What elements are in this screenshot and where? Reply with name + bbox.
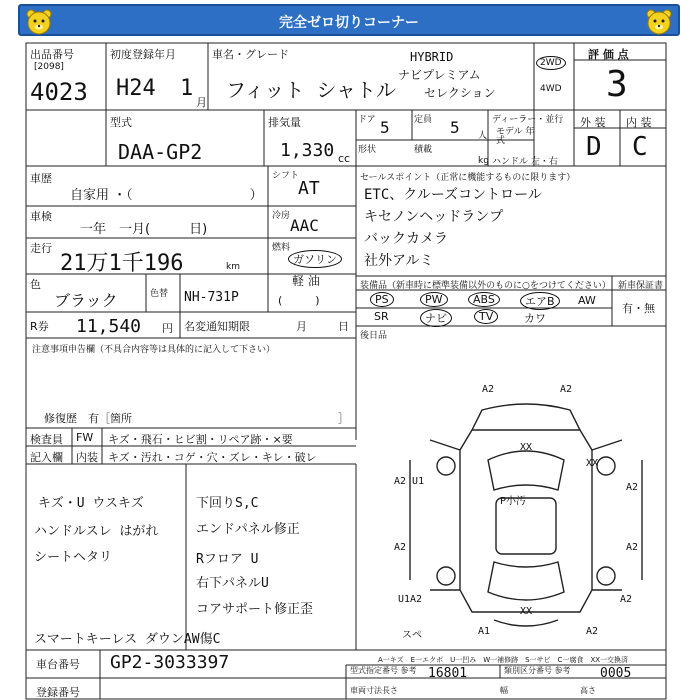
mark-12: A2 [620,594,633,605]
mark-15: A2 [586,626,599,637]
ext-score: D [586,132,602,162]
registration-label: 登録番号 [36,686,80,699]
capacity-unit: 人 [478,131,488,141]
handle-label: ハンドル 左・右 [492,157,558,167]
equip-pw: PW [420,292,448,307]
capacity-label: 定員 [414,115,433,125]
equip-abs: ABS [468,292,500,307]
inspector-label-1: 検査員 [30,433,63,446]
class-value: 0005 [600,666,632,681]
lot-label: 出品番号 [30,48,74,61]
score-value: 3 [606,64,628,105]
mark-1: A2 [482,384,495,395]
displacement-label: 排気量 [268,116,301,129]
recycle-label: R券 [30,320,49,333]
color-code-label: 色替 [150,289,169,299]
lot-number: 4023 [30,78,88,106]
shift-label: シフト [272,171,300,181]
mark-7: A2 [394,542,407,553]
recycle-value: 11,540 [76,316,142,337]
recycle-unit: 円 [162,322,173,335]
inspector-int: 内装 [76,451,98,464]
comment-right-5: コアサポート修正歪 [196,602,314,617]
mark-4: XX [586,458,599,469]
inspection-label: 車検 [30,210,52,223]
car-damage-diagram [390,380,662,642]
class-label: 類別区分番号 参考 [504,666,571,675]
mark-9: A2 [626,542,639,553]
mileage-unit: km [226,262,240,272]
lot-sub: [2098] [34,62,64,72]
dealer-label: ディーラー・並行 [492,115,564,125]
repair-close: ］ [338,412,349,425]
sales-point-2: キセノンヘッドランプ [364,209,504,225]
first-reg-month: 1 [180,76,194,101]
mark-2: A2 [560,384,573,395]
comment-right-3: Rフロア U [196,552,259,567]
notes-label: 注意事項申告欄（不具合内容等は具体的に記入して下さい） [32,345,276,355]
inspection-value: 一年 一月( 日) [80,222,208,237]
sales-point-1: ETC、クルーズコントロール [364,187,542,203]
fuel-label: 燃料 [272,243,291,253]
rear-seat-label: 後日品 [360,331,388,341]
inspector-fw-items: キズ・飛石・ヒビ割・リペア跡・×要 [108,433,293,446]
color-label: 色 [30,278,41,291]
banner-title: 完全ゼロ切りコーナー [279,15,419,31]
doors-value: 5 [380,118,390,137]
car-grade-3: セレクション [424,86,496,100]
mark-8: A2 [626,482,639,493]
int-score: C [632,132,648,162]
dims-height: 高さ [580,686,596,695]
mileage-value: 21万1千196 [60,251,184,276]
displacement-value: 1,330 [280,140,335,161]
model-value: DAA-GP2 [118,140,203,164]
capacity-value: 5 [450,118,460,137]
name-change-label: 名変通知期限 [184,320,250,333]
mark-6: P小汚 [500,496,527,507]
ac-label: 冷房 [272,211,291,221]
load-label: 積載 [414,145,433,155]
inspector-fw: FW [76,431,94,444]
usage-value: 自家用 ・（ ） [70,188,263,203]
inspector-label-2: 記入欄 [30,451,63,464]
shape-label: 形状 [358,145,377,155]
type-cert-label: 型式指定番号 参考 [350,666,417,675]
equip-aw: AW [578,294,596,307]
comment-right-1: 下回りS,C [196,496,259,511]
fuel-paren: ( ) [278,294,320,307]
equip-leather: カワ [524,312,546,325]
name-change-month: 月 [296,320,307,333]
comment-right-4: 右下パネルU [196,576,269,591]
inspector-int-items: キズ・汚れ・コゲ・穴・ズレ・キレ・破レ [108,451,317,464]
doors-label: ドア [358,115,376,125]
displacement-unit: cc [338,152,351,165]
int-label: 内 装 [626,116,652,129]
type-cert-value: 16801 [428,666,468,681]
equip-tv: TV [474,309,498,324]
equip-airbag: エアB [520,292,560,310]
dims-width: 幅 [500,686,508,695]
comment-right-2: エンドパネル修正 [196,522,300,537]
chassis-label: 車台番号 [36,658,80,671]
sales-points-label: セールスポイント（正常に機能するものに限ります） [360,173,576,183]
model-label: 型式 [110,116,132,129]
load-unit: kg [478,156,489,166]
mark-3: XX [520,442,533,453]
mark-13: スペ [402,630,422,641]
diagram-legend: A一キズ E一エクボ U一凹み W一補修跡 S一サビ C一腐食 XX一交換済 [378,656,629,664]
warranty-value: 有・無 [622,302,655,315]
first-reg-month-unit: 月 [196,96,207,109]
car-grade-2: ナビプレミアム [398,68,481,82]
drive-2wd: 2WD [536,56,566,70]
mark-11: XX [520,606,533,617]
dims-label: 車両寸法 [350,686,382,695]
usage-label: 車歴 [30,172,52,185]
comment-left-6: スマートキーレス ダウンAW傷C [34,632,221,647]
mark-10: U1A2 [398,594,423,605]
ac-value: AAC [290,216,319,235]
sales-point-4: 社外アルミ [364,253,434,269]
mark-5: A2 U1 [394,476,425,487]
dims-length: 長さ [382,686,398,695]
ext-label: 外 装 [580,116,606,129]
repair-label: 修復歴 有［箇所 [44,412,132,425]
warranty-label: 新車保証書 [618,281,664,291]
shift-value: AT [298,178,320,199]
comment-left-3: シートヘタリ [34,550,113,565]
first-reg-label: 初度登録年月 [110,48,176,61]
car-name-label: 車名・グレード [212,48,289,61]
drive-4wd: 4WD [540,84,562,94]
name-change-day: 日 [338,320,349,333]
fuel-gasoline: ガソリン [288,250,342,268]
score-label: 評 価 点 [588,48,629,61]
equip-ps: PS [370,292,394,307]
car-grade-1: HYBRID [410,50,454,64]
comment-left-1: キズ・U ウスキズ [38,496,144,511]
mark-14: A1 [478,626,491,637]
fuel-diesel: 軽 油 [292,274,320,288]
model-year-label: モデル 年式 [496,127,535,146]
equip-sr: SR [374,310,389,323]
mileage-label: 走行 [30,242,52,255]
sales-point-3: バックカメラ [364,231,448,247]
equipment-label: 装備品（新車時に標準装備以外のものに○をつけてください） [360,281,611,291]
chassis-value: GP2-3033397 [110,652,230,673]
equip-navi: ナビ [420,309,452,327]
color-value: ブラック [54,291,118,310]
color-code: NH-731P [184,290,239,305]
first-reg-era: H24 [116,76,156,101]
comment-left-2: ハンドルスレ はがれ [34,524,159,539]
car-name-value: フィット シャトル [226,78,397,102]
